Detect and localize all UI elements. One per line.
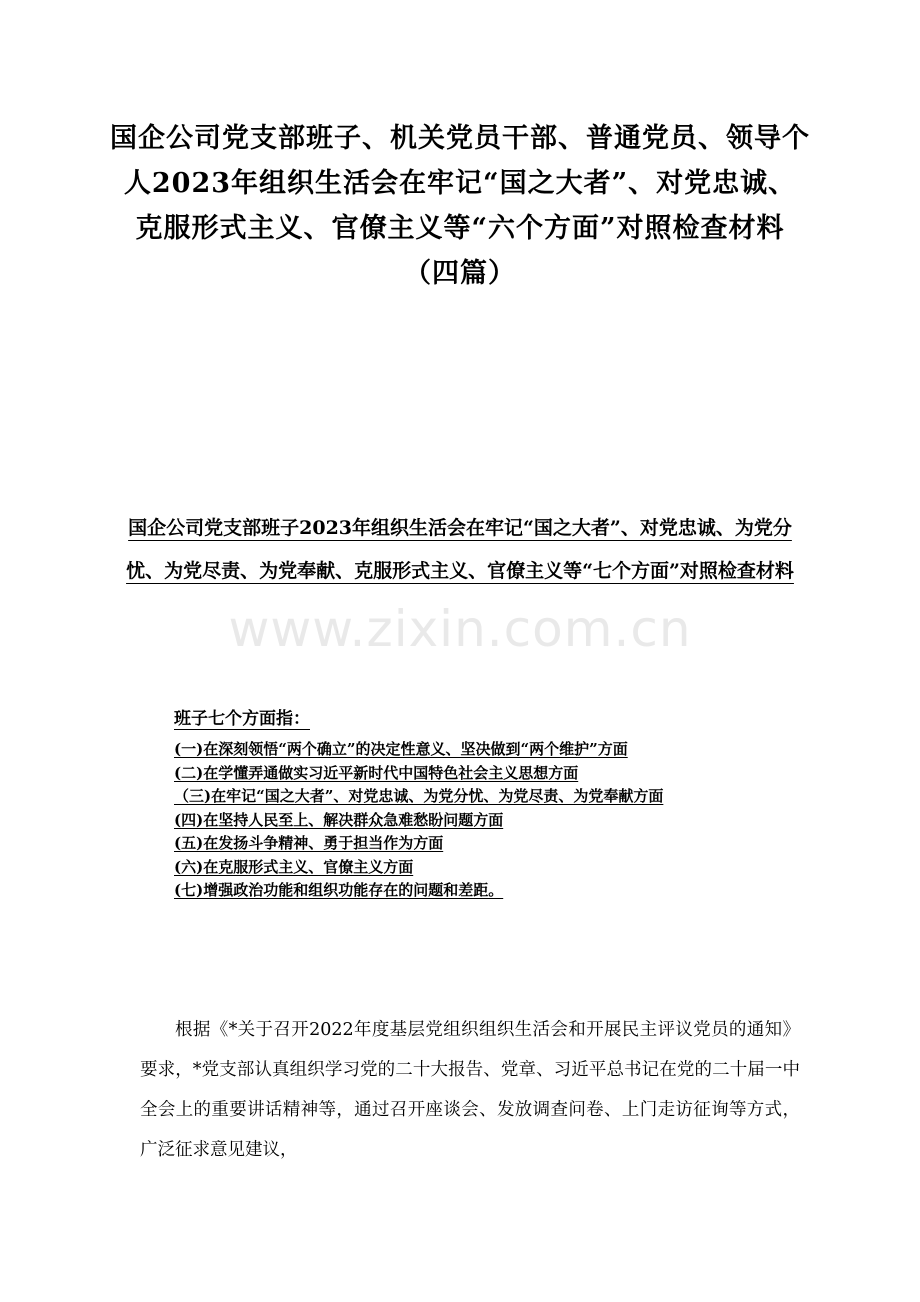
section-title (120, 507, 800, 593)
aspect-item-1: (一)在深刻领悟“两个确立”的决定性意义、坚决做到“两个维护”方面 (174, 740, 628, 758)
section-title-text: 国企公司党支部班子2023年组织生活会在牢记“国之大者”、对党忠诚、为党分忧、为党尽责、为党奉献、克服形式主义、官僚主义等“七个方面”对照检查材料 (126, 517, 794, 582)
aspects-heading: 班子七个方面指： (174, 709, 310, 729)
main-title: 国企公司党支部班子、机关党员干部、普通党员、领导个人2023年组织生活会在牢记“国之大者”、对党忠诚、克服形式主义、官僚主义等“六个方面”对照检查材料（四篇） (110, 123, 810, 289)
body-paragraph: 根据《*关于召开2022年度基层党组织组织生活会和开展民主评议党员的通知》要求，*党支部认真组织学习党的二十大报告、党章、习近平总书记在党的二十届一中全会上的重要讲话精神等，通过召开座谈会、发放调查问卷、上门走访征询等方式，广泛征求意见建议， (140, 1020, 800, 1160)
watermark: www.zixin.com.cn (228, 600, 692, 658)
aspect-item-5: (五)在发扬斗争精神、勇于担当作为方面 (174, 834, 444, 852)
aspect-item-4: (四)在坚持人民至上、解决群众急难愁盼问题方面 (174, 810, 504, 829)
aspect-item-3: （三)在牢记“国之大者”、对党忠诚、为党分忧、为党尽责、为党奉献方面 (174, 787, 664, 805)
aspects-list (174, 738, 663, 903)
aspect-item-7: (七)增强政治功能和组织功能存在的问题和差距。 (174, 881, 504, 899)
aspect-item-6: (六)在克服形式主义、官僚主义方面 (174, 857, 414, 876)
aspect-item-2: (二)在学懂弄通做实习近平新时代中国特色社会主义思想方面 (174, 763, 579, 782)
